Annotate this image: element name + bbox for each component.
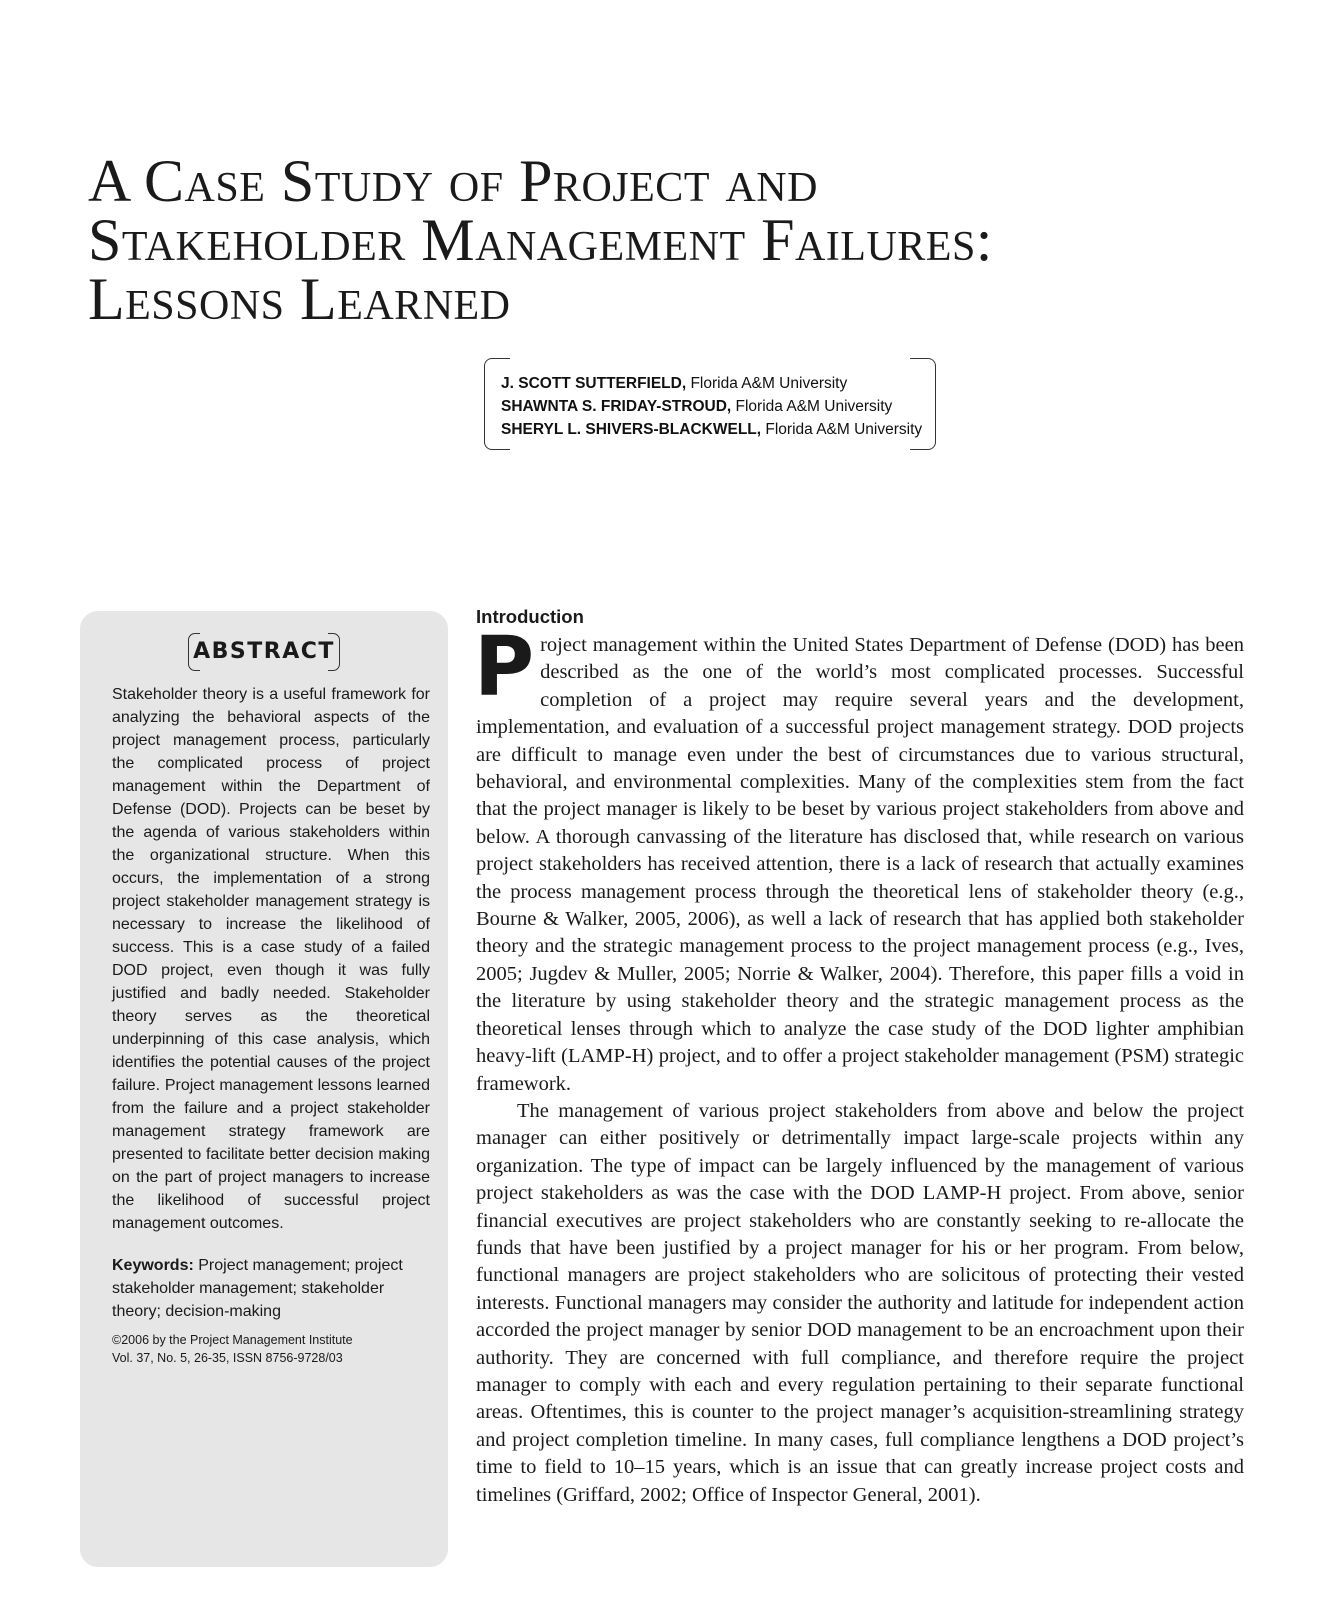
author-line xyxy=(501,395,922,418)
abstract-sidebar xyxy=(80,611,448,1567)
author-affiliation: Florida A&M University xyxy=(686,375,848,392)
citation-line: Vol. 37, No. 5, 26-35, ISSN 8756-9728/03 xyxy=(112,1351,343,1365)
abstract-heading: ABSTRACT xyxy=(188,633,340,671)
keywords xyxy=(112,1254,430,1323)
copyright-line: ©2006 by the Project Management Institute xyxy=(112,1333,353,1347)
author-affiliation: Florida A&M University xyxy=(761,421,923,438)
copyright-block xyxy=(112,1331,430,1367)
keywords-list: Project management; project stakeholder management; stakeholder theory; decision-making xyxy=(112,1257,403,1320)
title-line-3: Lessons Learned xyxy=(88,266,511,332)
author-line xyxy=(501,372,922,395)
introduction-heading: Introduction xyxy=(476,606,584,627)
author-line xyxy=(501,418,922,441)
abstract-text: Stakeholder theory is a useful framework for analyzing the behavioral aspects of the project management process, particularly the complicated process of project management within the Department of Defense (DOD). Projects can be beset by the agenda of various stakeholders within the organizational structure. When this occurs, the implementation of a strong project stakeholder management strategy is necessary to increase the likelihood of success. This is a case study of a failed DOD project, even though it was fully justified and badly needed. Stakeholder theory serves as the theoretical underpinning of this case analysis, which identifies the potential causes of the project failure. Project management lessons learned from the failure and a project stakeholder management strategy framework are presented to facilitate better decision making on the part of project managers to increase the likelihood of successful project management outcomes. xyxy=(112,686,430,1232)
author-name: SHERYL L. SHIVERS-BLACKWELL, xyxy=(501,421,762,438)
title-line-1: A Case Study of Project and xyxy=(88,148,818,214)
article-title xyxy=(88,148,1238,332)
title-line-2: Stakeholder Management Failures: xyxy=(88,207,993,273)
introduction-body xyxy=(474,620,1244,1509)
drop-cap: P xyxy=(474,620,535,715)
keywords-label: Keywords: xyxy=(112,1257,194,1274)
author-list xyxy=(501,372,922,441)
author-name: SHAWNTA S. FRIDAY-STROUD, xyxy=(501,398,732,415)
introduction-paragraph-1 xyxy=(474,620,1244,1098)
introduction-paragraph-2: The management of various project stakeholders from above and below the project manager can either positively or detrimentally impact large-scale projects within any organization. The type of impact can be largely influenced by the management of various project stakeholders as was the case with the DOD LAMP-H project. From above, senior financial executives are project stakeholders who are constantly seeking to re-allocate the funds that have been justified by a project manager for his or her program. From below, functional managers are project stakeholders who are solicitous of protecting their vested interests. Functional managers may consider the authority and latitude for independent action accorded the project manager by senior DOD management to be an encroachment upon their authority. They are concerned with full compliance, and therefore require the project manager to comply with each and every regulation pertaining to their separate functional areas. Oftentimes, this is counter to the project manager’s acquisition-streamlining strategy and project completion timeline. In many cases, full compliance lengthens a DOD project’s time to field to 10–15 years, which is an issue that can greatly increase project costs and timelines (Griffard, 2002; Office of Inspector General, 2001). xyxy=(476,1099,1244,1506)
author-affiliation: Florida A&M University xyxy=(731,398,893,415)
author-block xyxy=(484,358,936,444)
author-name: J. SCOTT SUTTERFIELD, xyxy=(501,375,687,392)
paragraph-1-text: roject management within the United States Department of Defense (DOD) has been described as the one of the world’s most complicated processes. Successful completion of a project may require several years and the development, implementation, and evaluation of a successful project management strategy. DOD projects are difficult to manage even under the best of circumstances due to various structural, behavioral, and environmental complexities. Many of the complexities stem from the fact that the project manager is likely to be beset by various project stakeholders from above and below. A thorough canvassing of the literature has disclosed that, while research on various project stakeholders has received attention, there is a lack of research that actually examines the process management process through the theoretical lens of stakeholder theory (e.g., Bourne & Walker, 2005, 2006), as well a lack of research that has applied both stakeholder theory and the strategic management process to the project management process (e.g., Ives, 2005; Jugdev & Muller, 2005; Norrie & Walker, 2004). Therefore, this paper fills a void in the literature by using stakeholder theory and the strategic management process as the theoretical lenses through which to analyze the case study of the DOD lighter amphibian heavy-lift (LAMP-H) project, and to offer a project stakeholder management (PSM) strategic framework. xyxy=(476,634,1244,1095)
